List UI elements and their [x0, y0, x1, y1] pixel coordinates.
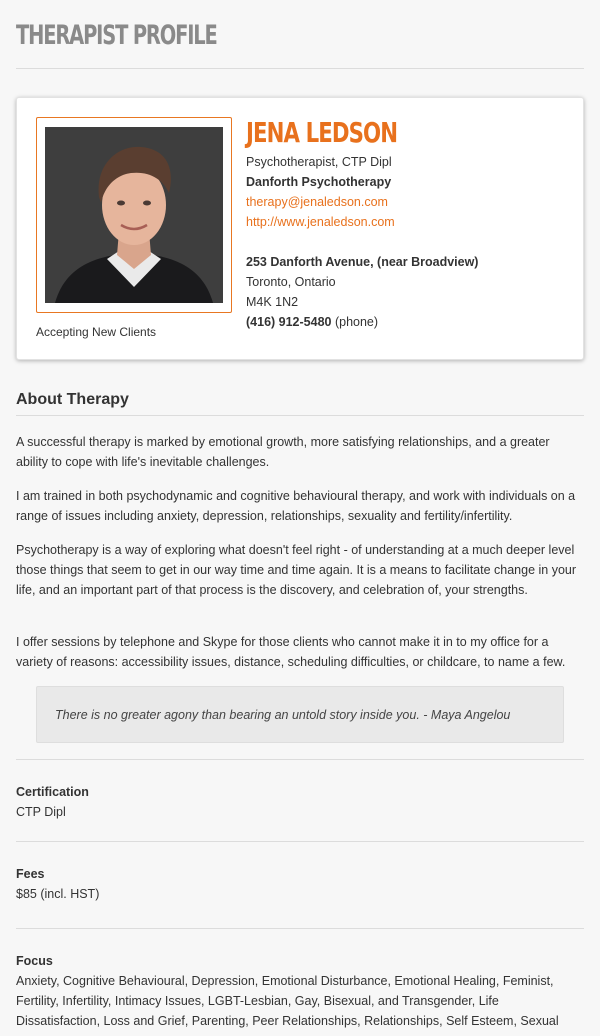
focus-value: Anxiety, Cognitive Behavioural, Depression, Emotional Disturbance, Emotional Healing, Feminist, Fertility, Infertility, Intimacy Issues, LGBT-Lesbian, Gay, Bisexual, and Transgender, Life Dissatisfaction, Loss and Grief, Parenting, Peer Relationships, Relationships, Self Esteem, Sexual: [16, 974, 559, 1028]
fees-value: $85 (incl. HST): [16, 887, 100, 901]
fees-label: Fees: [16, 867, 45, 881]
city-line: Toronto, Ontario: [246, 275, 336, 289]
focus-label: Focus: [16, 954, 53, 968]
certification-label: Certification: [16, 785, 89, 799]
profile-info: [246, 116, 576, 332]
therapist-name: JENA LEDSON: [246, 116, 398, 149]
divider: [16, 759, 584, 760]
about-paragraph: I am trained in both psychodynamic and cognitive behavioural therapy, and work with individuals on a range of issues including anxiety, depression, relationships, sexuality and fertility/infertility.: [16, 489, 576, 523]
email-link[interactable]: therapy@jenaledson.com: [246, 195, 388, 209]
profile-card: [16, 97, 584, 360]
profile-photo: [45, 127, 223, 303]
accepting-clients-status: Accepting New Clients: [36, 325, 157, 339]
page-title: THERAPIST PROFILE: [16, 20, 217, 51]
portrait-image: [45, 127, 223, 303]
practice-name: Danforth Psychotherapy: [246, 175, 392, 189]
about-paragraph: A successful therapy is marked by emotional growth, more satisfying relationships, and a greater ability to cope with life's inevitable challenges.: [16, 435, 550, 469]
divider: [16, 841, 584, 842]
about-paragraph: Psychotherapy is a way of exploring what doesn't feel right - of understanding at a much deeper level those things that seem to get in our way time and time again. It is a means to facilitate change in your life, and an important part of that process is the discovery, and celebration of, your strengths.: [16, 543, 577, 597]
profile-photo-frame: [36, 117, 232, 313]
phone-suffix: (phone): [331, 315, 379, 329]
phone-number[interactable]: (416) 912-5480: [246, 315, 332, 329]
address-line: 253 Danforth Avenue, (near Broadview): [246, 255, 479, 269]
about-paragraph: I offer sessions by telephone and Skype for those clients who cannot make it in to my office for a variety of reasons: accessibility issues, distance, scheduling difficulties, or childcare, to name a few.: [16, 635, 566, 669]
phone-line: [246, 312, 576, 332]
certification-value: CTP Dipl: [16, 805, 66, 819]
quote-box: [36, 686, 564, 743]
website-link[interactable]: http://www.jenaledson.com: [246, 215, 395, 229]
quote-text: There is no greater agony than bearing an untold story inside you. - Maya Angelou: [55, 707, 511, 722]
page-header: [16, 18, 584, 69]
credentials: Psychotherapist, CTP Dipl: [246, 155, 392, 169]
postal-code: M4K 1N2: [246, 295, 299, 309]
divider: [16, 928, 584, 929]
about-heading: About Therapy: [16, 389, 584, 416]
